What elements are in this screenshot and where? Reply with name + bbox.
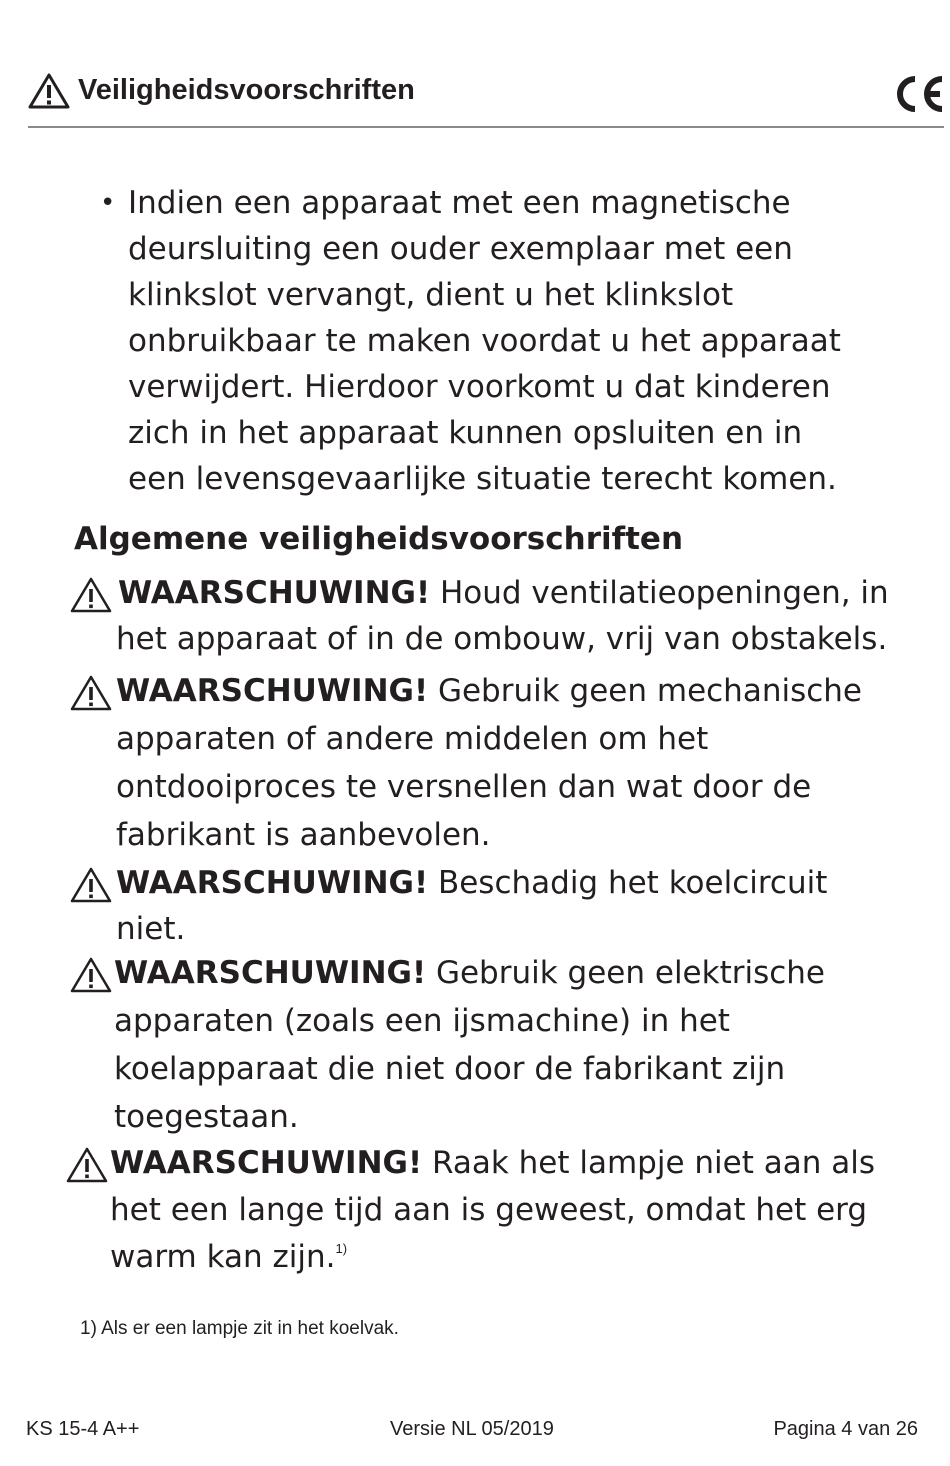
warning-first-line	[116, 860, 827, 906]
warning-text: Gebruik geen mechanische	[428, 673, 863, 709]
warning-text: Gebruik geen elektrische	[426, 955, 826, 991]
footnote: 1) Als er een lampje zit in het koelvak.	[80, 1318, 399, 1339]
warning-triangle-icon	[70, 576, 112, 614]
bullet-line: Indien een apparaat met een magnetische	[128, 185, 791, 221]
warning-line: het apparaat of in de ombouw, vrij van obstakels.	[116, 621, 888, 657]
warning-triangle-icon	[70, 866, 112, 904]
warning-text: Raak het lampje niet aan als	[422, 1145, 875, 1181]
warning-triangle-icon	[66, 1146, 108, 1184]
warning-line: niet.	[116, 911, 186, 947]
section-heading: Algemene veiligheidsvoorschriften	[74, 521, 684, 557]
warning-text: Houd ventilatieopeningen, in	[430, 575, 889, 611]
warning-block	[70, 860, 930, 956]
warning-line: toegestaan.	[114, 1099, 299, 1135]
ce-mark-icon	[890, 74, 944, 114]
warning-first-line	[116, 668, 862, 714]
page-header	[28, 70, 944, 128]
warning-line: koelapparaat die niet door de fabrikant zijn	[114, 1051, 786, 1087]
bullet-line: onbruikbaar te maken voordat u het apparaat	[128, 323, 841, 359]
warning-block	[70, 668, 930, 858]
warning-first-line	[118, 570, 889, 616]
warning-line: apparaten of andere middelen om het	[116, 721, 709, 757]
warning-label: WAARSCHUWING!	[116, 865, 429, 901]
warning-label: WAARSCHUWING!	[116, 673, 429, 709]
warning-line: apparaten (zoals een ijsmachine) in het	[114, 1003, 730, 1039]
bullet-line: deursluiting een ouder exemplaar met een	[128, 231, 793, 267]
warning-first-line	[110, 1140, 875, 1186]
warning-label: WAARSCHUWING!	[118, 575, 431, 611]
bullet-dot: •	[100, 188, 116, 218]
warning-text: Beschadig het koelcircuit	[428, 865, 828, 901]
warning-line: fabrikant is aanbevolen.	[116, 817, 491, 853]
warning-last-line	[110, 1234, 347, 1280]
bullet-line: verwijdert. Hierdoor voorkomt u dat kinderen	[128, 369, 831, 405]
warning-block	[70, 950, 930, 1140]
warning-label: WAARSCHUWING!	[114, 955, 427, 991]
warning-line: ontdooiproces te versnellen dan wat door de	[116, 769, 812, 805]
warning-triangle-icon	[70, 674, 112, 712]
warning-triangle-icon	[28, 72, 70, 110]
warning-first-line	[114, 950, 825, 996]
bullet-line: een levensgevaarlijke situatie terecht komen.	[128, 461, 837, 497]
warning-label: WAARSCHUWING!	[110, 1145, 423, 1181]
bullet-line: klinkslot vervangt, dient u het klinkslot	[128, 277, 734, 313]
warning-line: het een lange tijd aan is geweest, omdat het erg	[110, 1192, 868, 1228]
warning-triangle-icon	[70, 956, 112, 994]
warning-block	[66, 1140, 930, 1290]
footer-page-number: Pagina 4 van 26	[773, 1418, 918, 1440]
warning-block	[70, 570, 930, 670]
bullet-line: zich in het apparaat kunnen opsluiten en in	[128, 415, 803, 451]
footer-version: Versie NL 05/2019	[390, 1418, 554, 1440]
footnote-reference: 1)	[335, 1241, 348, 1256]
footer-model: KS 15-4 A++	[26, 1418, 140, 1440]
warning-line: warm kan zijn.	[110, 1239, 336, 1275]
page-title: Veiligheidsvoorschriften	[78, 74, 415, 106]
